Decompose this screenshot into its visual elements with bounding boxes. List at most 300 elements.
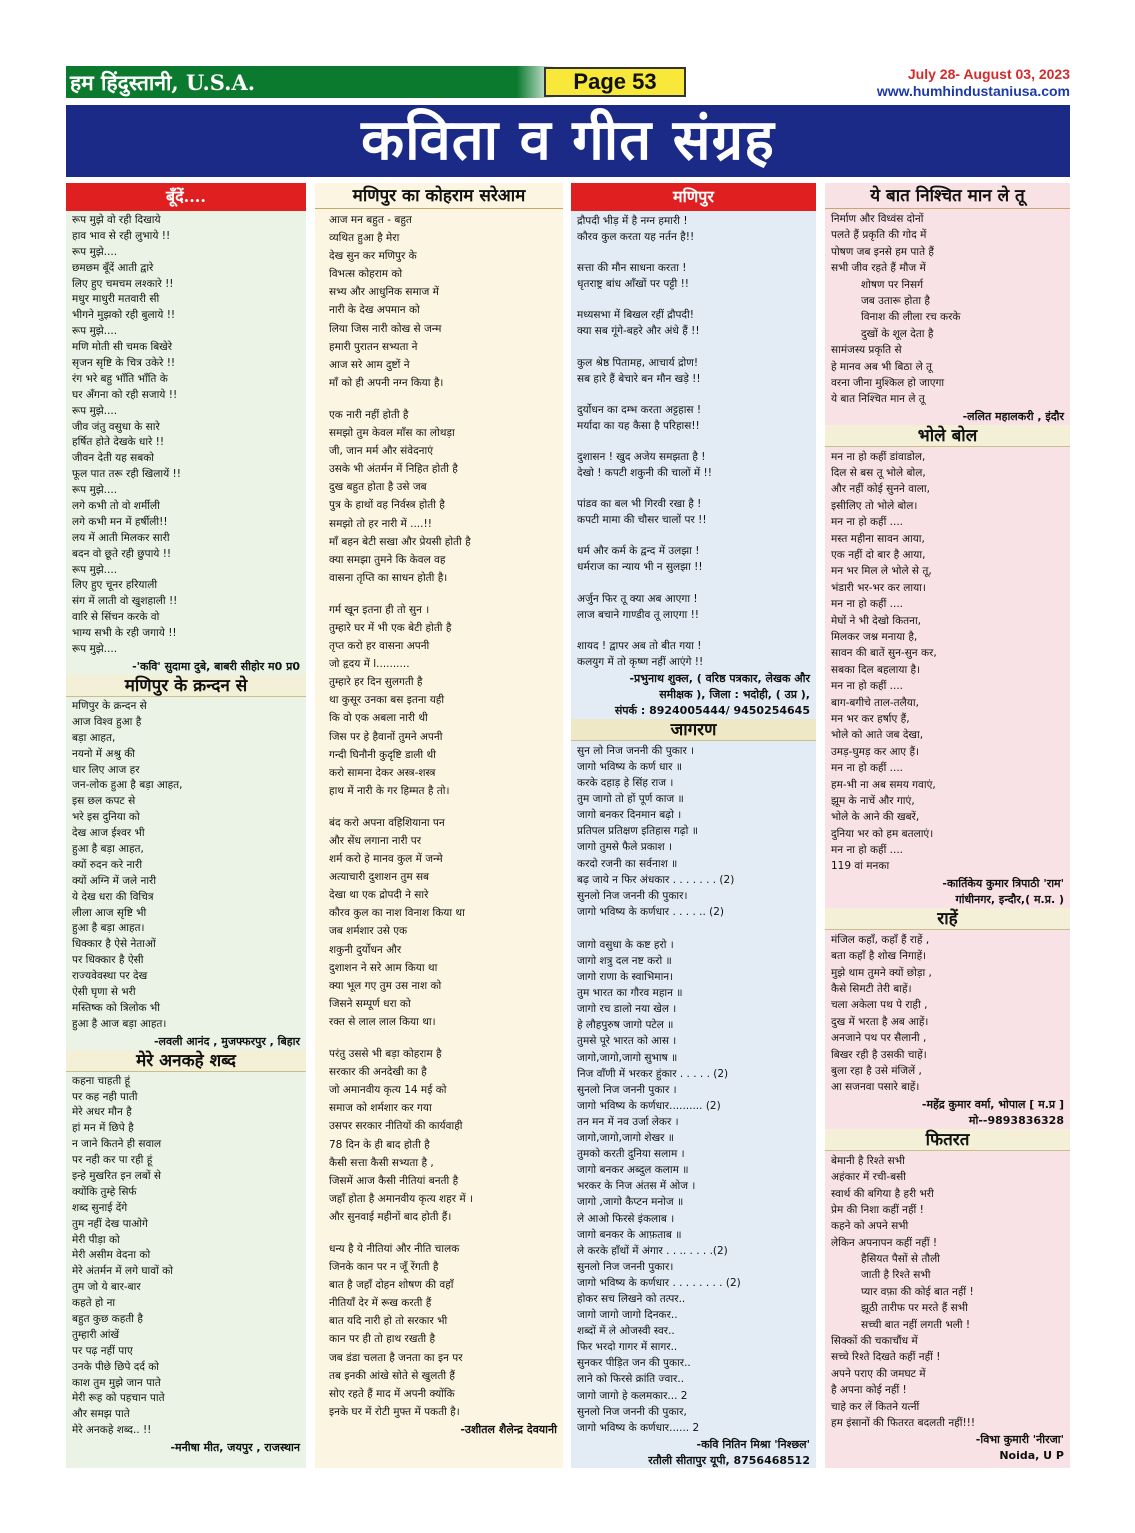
poem-line: माँ बहन बेटी सखा और प्रेयसी होती है bbox=[329, 535, 471, 548]
poem-line: हुआ है बड़ा आहत। bbox=[72, 922, 145, 935]
poem-line: जहाँ होता है अमानवीय कृत्य शहर में । bbox=[329, 1192, 473, 1205]
poem-line: लिए हुए चमचम लश्कारे !! bbox=[72, 277, 174, 290]
poem-line: और सुनवाई महीनों बाद होती हैं। bbox=[329, 1210, 452, 1223]
poem-line: 78 दिन के ही बाद होती है bbox=[329, 1138, 430, 1151]
poem-line: हे लौहपुरुष जागो पटेल ॥ bbox=[577, 1019, 674, 1032]
poem-line: जन-लोक हुआ है बड़ा आहत, bbox=[72, 779, 183, 792]
poem-line: कलयुग में तो कृष्ण नहीं आएंगे !! bbox=[577, 655, 704, 668]
poem-body bbox=[825, 930, 1070, 1096]
poem-line: सच्ची बात नहीं लगती भली ! bbox=[861, 1318, 971, 1331]
poem-line: जागो बनकर के आफ़ताब ॥ bbox=[577, 1228, 682, 1241]
poem-line: सत्ता की मौन साधना करता ! bbox=[577, 262, 687, 275]
poem-heading-ankahe-shabd: मेरे अनकहे शब्द bbox=[66, 1050, 306, 1072]
poem-line: समझो तो हर नारी में ....!! bbox=[329, 517, 432, 530]
poem-line: कैसी सत्ता कैसी सभ्यता है , bbox=[329, 1156, 434, 1169]
poem-line: भाग्य सभी के रही जगाये !! bbox=[72, 627, 177, 640]
poem-line: मधुर माधुरी मतवारी सी bbox=[72, 293, 160, 306]
poem-line: सभ्य और आधुनिक समाज में bbox=[329, 286, 439, 299]
poem-line: बहुत कुछ कहती है bbox=[72, 1313, 143, 1325]
poem-line: और समझ पाते bbox=[72, 1408, 130, 1421]
poem-line: मस्त महीना सावन आया, bbox=[831, 532, 925, 545]
poem-line: मर्यादा का यह कैसा है परिहास!! bbox=[577, 419, 700, 432]
poem-line: जी, जान मर्म और संवेदनाएं bbox=[329, 445, 433, 458]
poem-line: निर्माण और विध्वंस दोनों bbox=[831, 213, 924, 225]
poem-line: धार लिए आज हर bbox=[72, 763, 140, 776]
poem-line: दुख बहुत होता है उसे जब bbox=[329, 481, 427, 494]
poem-line: पर नही कर पा रही हूं bbox=[72, 1154, 153, 1167]
stanza-gap bbox=[577, 434, 810, 449]
poem-line: कौरव कुल का नाश विनाश किया था bbox=[329, 907, 465, 920]
poem-line: समझो तुम केवल माँस का लोथड़ा bbox=[329, 427, 455, 440]
poem-line: नीतियाँ देर में रूख करती हैं bbox=[329, 1297, 432, 1310]
poem-line: काश तुम मुझे जान पाते bbox=[72, 1376, 161, 1389]
poem-line: उनके पीछे छिपे दर्द को bbox=[72, 1360, 160, 1373]
poem-line: आज विश्व हुआ है bbox=[72, 715, 142, 728]
poem-line: सभी जीव रहते हैं मौज में bbox=[831, 262, 926, 275]
poem-line: सुनलो निज जननी पुकार। bbox=[577, 1260, 674, 1273]
poem-heading-fitrat: फितरत bbox=[825, 1129, 1070, 1151]
poem-line: जागो रच डालो नया खेल । bbox=[577, 1003, 677, 1016]
poem-line: पर पढ़ नहीं पाए bbox=[72, 1344, 133, 1357]
poem-line: मन ना हो कहीं .... bbox=[831, 516, 904, 529]
poem-line: दुशाशन ने सरे आम किया था bbox=[329, 961, 438, 974]
poem-line: कहते हो ना bbox=[72, 1297, 116, 1310]
poem-line: मन भर मिल ले भोले से तू, bbox=[831, 565, 932, 578]
poem-line: तुम जो ये बार-बार bbox=[72, 1281, 141, 1294]
poem-line: जिस पर हे हैवानों तुमने अपनी bbox=[329, 730, 443, 743]
poem-line: और सेंध लगाना नारी पर bbox=[329, 835, 422, 847]
poem-credit: रतौली सीतापुर यूपी, 8756468512 bbox=[648, 1453, 810, 1467]
poem-line: माँ को ही अपनी नग्न किया है। bbox=[329, 376, 444, 389]
poem-line: जिसने सम्पूर्ण धरा को bbox=[329, 997, 411, 1010]
poem-line: कहने को अपने सभी bbox=[831, 1220, 909, 1233]
poem-line: हां मन में छिपे है bbox=[72, 1122, 134, 1135]
poem-line: आज मन बहुत - बहुत bbox=[329, 214, 412, 226]
poem-line: बंद करो अपना वहिशियाना पन bbox=[329, 816, 445, 829]
poem-line: हाव भाव से रही लुभाये !! bbox=[72, 229, 171, 242]
poem-line: मेरी पीड़ा को bbox=[72, 1233, 120, 1246]
poem-line: देख सुन कर मणिपुर के bbox=[329, 250, 417, 263]
poem-line: जाती है रिश्ते सभी bbox=[861, 1269, 931, 1282]
poem-line: कैसे सिमटी तेरी बाहें। bbox=[831, 983, 912, 996]
website-link[interactable]: www.humhindustaniusa.com bbox=[876, 83, 1070, 99]
poem-line: तब इनकी आंखे सोते से खुलती हैं bbox=[329, 1369, 455, 1382]
poem-line: रूप मुझे.... bbox=[72, 643, 118, 656]
poem-line: बढ़ जाये न फिर अंधकार . . . . . . . (2) bbox=[577, 873, 735, 886]
poem-line: बाग-बगीचे ताल-तलैया, bbox=[831, 696, 919, 709]
poem-line: पांडव का बल भी गिरवी रखा है ! bbox=[577, 498, 702, 511]
poem-line: तन मन में नव उर्जा लेकर । bbox=[577, 1115, 679, 1128]
poem-line: शायद ! द्वापर अब तो बीत गया ! bbox=[577, 639, 702, 652]
poem-line: जागो बनकर अब्दुल कलाम ॥ bbox=[577, 1164, 689, 1177]
poem-line: सच्चे रिश्ते दिखते कहीं नहीं ! bbox=[831, 1351, 941, 1364]
poem-line: जागो शत्रु दल नष्ट करो ॥ bbox=[577, 955, 672, 967]
poem-line: मन ना हो कहीं .... bbox=[831, 844, 904, 857]
poem-line: आज सरे आम दुष्टों ने bbox=[329, 358, 410, 371]
poem-heading-manipur-kohram: मणिपुर का कोहराम सरेआम bbox=[315, 183, 563, 209]
poem-heading-boonden: बूँदें.... bbox=[66, 183, 306, 211]
poem-line: जिसमें आज कैसी नीतियां बनती है bbox=[329, 1174, 459, 1187]
poem-line: लगे कभी मन में हर्षीली!! bbox=[72, 515, 168, 528]
poem-credit: -विभा कुमारी 'नीरजा' bbox=[975, 1433, 1064, 1447]
poem-line: तुम्हारी आंखें bbox=[72, 1328, 120, 1341]
poem-line: हम इंसानों की फितरत बदलती नहीं!!! bbox=[831, 1417, 976, 1429]
column-4 bbox=[825, 183, 1070, 1468]
poem-heading-baat-nishchit: ये बात निश्चित मान ले तू bbox=[825, 183, 1070, 209]
column-3 bbox=[571, 183, 816, 1468]
poem-line: मणि मोती सी चमक बिखेरे bbox=[72, 341, 173, 354]
poem-line: तुम्हारे हर दिन सुलगती है bbox=[329, 676, 423, 689]
poem-line: बड़ा आहत, bbox=[72, 731, 116, 744]
poem-body bbox=[66, 211, 306, 658]
poem-line: सुनलो निज जननी की पुकार, bbox=[577, 1405, 687, 1418]
poem-line: चाहे कर लें कितने यत्नीं bbox=[831, 1400, 920, 1413]
column-1 bbox=[66, 183, 306, 1468]
poem-line: गन्दी घिनौनी कुदृष्टि डाली थी bbox=[329, 748, 436, 761]
poem-line: मन ना हो कहीं .... bbox=[831, 762, 904, 775]
poem-line: कहना चाहती हूं bbox=[72, 1074, 131, 1087]
stanza-gap bbox=[321, 800, 557, 814]
poem-line: ये बात निश्चित मान ले तू bbox=[831, 393, 925, 406]
poem-line: गर्म खून इतना ही तो सुन । bbox=[329, 603, 430, 616]
poem-line: है अपना कोई नहीं ! bbox=[831, 1384, 907, 1397]
issue-date: July 28- August 03, 2023 bbox=[907, 66, 1070, 82]
poem-line: मेरे अंतर्मन में लगे घावों को bbox=[72, 1265, 173, 1278]
poem-line: क्या सब गूंगे-बहरे और अंधे हैं !! bbox=[577, 325, 700, 338]
poem-line: प्यार वफ़ा की कोई बात नहीं ! bbox=[861, 1285, 974, 1298]
poem-body bbox=[66, 1072, 306, 1439]
poem-line: जागो बनकर दिनमान बढ़ो । bbox=[577, 809, 682, 822]
poem-credit-contact: मो--9893836328 bbox=[968, 1113, 1064, 1127]
poem-line: व्यथित हुआ है मेरा bbox=[329, 232, 400, 245]
poem-line: मन ना हो कहीं .... bbox=[831, 598, 904, 611]
poem-line: तृप्त करो हर वासना अपनी bbox=[329, 640, 430, 653]
poem-heading-manipur: मणिपुर bbox=[571, 183, 816, 211]
publication-name: हम हिंदुस्तानी, U.S.A. bbox=[70, 70, 256, 95]
poem-line: हुआ है आज बड़ा आहत। bbox=[72, 1017, 167, 1030]
poem-line: सुनकर पीड़ित जन की पुकार.. bbox=[577, 1357, 691, 1370]
poem-line: जागो वसुधा के कष्ट हरो । bbox=[577, 938, 674, 951]
poem-line: लगे कभी तो वो शर्मीली bbox=[72, 500, 160, 513]
poem-line: बात यदि नारी हो तो सरकार भी bbox=[329, 1315, 448, 1328]
poem-line: तुम्हारे घर में भी एक बेटी होती है bbox=[329, 621, 452, 634]
poem-line: तुमसे पूरे भारत को आस । bbox=[577, 1035, 677, 1048]
poem-body bbox=[571, 741, 816, 920]
poem-line: जागो जागो जागो दिनकर.. bbox=[577, 1309, 678, 1322]
poem-line: जागो जागो हे कलमकार... 2 bbox=[577, 1389, 688, 1402]
poem-line: तुमको करती दुनिया सलाम । bbox=[577, 1148, 685, 1161]
poem-line: लीला आज सृष्टि भी bbox=[72, 906, 147, 919]
poem-line: मन ना हो कहीं डांवाडोल, bbox=[831, 450, 926, 463]
poem-line: सोए रहते हैं माद में अपनी क्योंकि bbox=[329, 1387, 455, 1400]
poem-line: ले करके हाँथों में अंगार . . .. . . . .(2) bbox=[577, 1244, 728, 1257]
poem-line: वासना तृप्ति का साधन होती है। bbox=[329, 571, 448, 584]
poem-line: सुनलो निज जननी पुकार । bbox=[577, 1083, 677, 1096]
poem-line: आ सजनवा पसारे बाहें। bbox=[831, 1081, 920, 1094]
poem-line: बेमानी है रिश्ते सभी bbox=[831, 1154, 905, 1167]
poem-line: जो हृदय में l.......... bbox=[329, 658, 410, 671]
poem-line: सावन की बातें सुन-सुन कर, bbox=[831, 647, 937, 660]
poem-line: जागो भविष्य के कर्णधार . . . . . . . . (2) bbox=[577, 1276, 741, 1289]
poem-line: ऐसी घृणा से भरी bbox=[72, 985, 136, 998]
poem-line: भोले को आते जब देखा, bbox=[831, 729, 924, 742]
poem-body bbox=[315, 209, 563, 1421]
poem-line: देखा था एक द्रोपदी ने सारे bbox=[329, 889, 429, 902]
poem-line: भरकर के निज अंतस में ओज । bbox=[577, 1180, 696, 1193]
stanza-gap bbox=[571, 920, 816, 935]
poem-line: शब्दों में ले ओजस्वी स्वर.. bbox=[577, 1325, 675, 1338]
poem-line: भोले के आने की खबरें, bbox=[831, 811, 920, 824]
poem-line: संग में लाती वो खुशहाली !! bbox=[72, 595, 178, 608]
stanza-gap bbox=[577, 576, 810, 591]
stanza-gap bbox=[321, 1226, 557, 1240]
poem-line: विभत्स कोहराम को bbox=[329, 268, 403, 281]
poem-line: हाथ में नारी के गर हिम्मत है तो। bbox=[329, 784, 450, 797]
poem-line: वरना जीना मुश्किल हो जाएगा bbox=[831, 376, 945, 389]
poem-line: कपटी मामा की चौसर चालों पर !! bbox=[577, 514, 707, 527]
poem-line: रूप मुझे.... bbox=[72, 563, 118, 576]
poem-line: रूप मुझे.... bbox=[72, 484, 118, 497]
poem-line: मेरी असीम वेदना को bbox=[72, 1249, 151, 1262]
poem-line: फूल पात तरू रही खिलायें !! bbox=[72, 468, 181, 481]
poem-line: फिर भरदो गागर में सागर.. bbox=[577, 1341, 678, 1354]
poem-line: जागो भविष्य के कर्णधार . . . . .. (2) bbox=[577, 905, 725, 918]
poem-line: ये देख धरा की विचित्र bbox=[72, 890, 154, 903]
stanza-gap bbox=[577, 623, 810, 638]
poem-line: करो सामना देकर अस्त्र-शस्त्र bbox=[329, 766, 436, 779]
poem-line: झूम के नाचें और गाएं, bbox=[831, 794, 915, 807]
poem-credit: -महेंद्र कुमार वर्मा, भोपाल [ म.प्र ] bbox=[921, 1097, 1064, 1111]
poem-line: था कुसूर उनका बस इतना यही bbox=[329, 694, 445, 707]
poem-line: जब शर्मशार उसे एक bbox=[329, 925, 408, 938]
stanza-gap bbox=[577, 387, 810, 402]
poem-line: सामंजस्य प्रकृति से bbox=[831, 344, 902, 357]
poem-line: जागो भविष्य के कर्णधार.......... (2) bbox=[577, 1099, 721, 1112]
poem-line: तुम भारत का गौरव महान ॥ bbox=[577, 987, 683, 1000]
stanza-gap bbox=[577, 292, 810, 307]
poem-line: सिक्कों की चकाचौंध में bbox=[831, 1335, 918, 1348]
poem-line: बात है जहाँ दोहन शोषण की वहाँ bbox=[329, 1279, 454, 1292]
poem-line: अपने पराए की जमघट में bbox=[831, 1367, 926, 1380]
poem-line: हैसियत पैसों से तौली bbox=[861, 1253, 940, 1266]
poem-line: परंतु उससे भी बड़ा कोहराम है bbox=[329, 1048, 442, 1061]
poem-line: क्या भूल गए तुम उस नाश को bbox=[329, 979, 442, 992]
poem-line: निज वाँणी में भरकर हुंकार . . . . . (2) bbox=[577, 1067, 729, 1080]
poem-line: मेघों ने भी देखो कितना, bbox=[831, 614, 922, 627]
column-2 bbox=[315, 183, 563, 1468]
poem-line: दुर्योधन का दम्भ करता अट्टहास ! bbox=[577, 403, 702, 416]
poem-line: धर्मराज का न्याय भी न सुलझा !! bbox=[577, 561, 703, 574]
poem-line: उसपर सरकार नीतियों की कार्यवाही bbox=[329, 1120, 463, 1133]
poem-line: पर धिक्कार है ऐसी bbox=[72, 954, 144, 967]
poem-line: जो अमानवीय कृत्य 14 मई को bbox=[329, 1084, 447, 1097]
page-title-banner bbox=[66, 105, 1070, 177]
poem-line: क्यों अग्नि में जले नारी bbox=[72, 874, 157, 887]
poem-body bbox=[66, 697, 306, 1033]
poem-line: सब हारे हैं बेचारे बन मौन खड़े !! bbox=[577, 372, 701, 385]
poem-line: मंजिल कहाँ, कहाँ हैं राहें , bbox=[831, 933, 930, 946]
poem-line: सुन लो निज जननी की पुकार । bbox=[577, 744, 695, 757]
poem-credit: -कवि नितिन मिश्रा 'निश्छल' bbox=[696, 1437, 810, 1451]
poem-line: कान पर ही तो हाथ रखती है bbox=[329, 1333, 436, 1346]
poem-credit: -लवली आनंद , मुजफ्फरपुर , बिहार bbox=[153, 1034, 300, 1048]
stanza-gap bbox=[577, 340, 810, 355]
stanza-gap bbox=[321, 587, 557, 601]
poem-line: रूप मुझे वो रही दिखाये bbox=[72, 214, 161, 226]
poem-line: भंडारी भर-भर कर लाया। bbox=[831, 581, 926, 594]
poem-line: पुत्र के हाथों वह निर्वस्त्र होती है bbox=[329, 499, 445, 512]
poem-line: छमछम बूँदें आती द्वारे bbox=[72, 261, 154, 274]
poem-line: जागो ,जागो कैप्टन मनोज ॥ bbox=[577, 1196, 684, 1209]
poem-line: क्यों रुदन करे नारी bbox=[72, 858, 143, 871]
page-number: Page 53 bbox=[544, 67, 686, 97]
poem-line: जागो भविष्य के कर्णधार...... 2 bbox=[577, 1421, 700, 1434]
poem-line: जागो,जागो,जागो शेखर ॥ bbox=[577, 1132, 675, 1145]
poem-line: सृजन सृष्टि के चित्र उकेरे !! bbox=[72, 357, 176, 370]
poem-line: अनजाने पथ पर सैलानी , bbox=[831, 1032, 927, 1045]
poem-line: भरे इस दुनिया को bbox=[72, 811, 140, 824]
poem-line: लिया जिस नारी कोख से जन्म bbox=[329, 322, 442, 335]
poem-line: सरकार की अनदेखी का है bbox=[329, 1066, 427, 1079]
poem-line: कि वो एक अबला नारी थी bbox=[329, 712, 428, 725]
poem-line: झूठी तारीफ पर मरते हैं सभी bbox=[861, 1302, 968, 1315]
poem-line: रंग भरे बहु भाँति भाँति के bbox=[72, 372, 168, 385]
stanza-gap bbox=[577, 245, 810, 260]
stanza-gap bbox=[577, 481, 810, 496]
poem-line: इसीलिए तो भोले बोल। bbox=[831, 499, 918, 512]
poem-line: बिखर रही है उसकी चाहें। bbox=[831, 1048, 927, 1061]
poem-line: पलते हैं प्रकृति की गोद में bbox=[831, 229, 927, 242]
poem-line: शर्म करो हे मानव कुल में जन्मे bbox=[329, 853, 443, 866]
poem-line: रूप मुझे.... bbox=[72, 245, 118, 258]
poem-credit: समीक्षक ), जिला : भदोही, ( उप्र ), bbox=[659, 687, 810, 701]
poem-line: देख आज ईश्वर भी bbox=[72, 827, 145, 840]
poem-line: सबका दिल बहलाया है। bbox=[831, 663, 921, 676]
stanza-gap bbox=[321, 1031, 557, 1045]
poem-line: मन ना हो कहीं .... bbox=[831, 680, 904, 693]
poem-line: जागो तुमसे फैले प्रकाश । bbox=[577, 841, 672, 854]
poem-line: जिनके कान पर न जूँ रेंगती है bbox=[329, 1261, 439, 1274]
poem-line: जब उतारू होता है bbox=[861, 294, 930, 307]
poem-line: इनके घर में रोटी मुफ्त में पकती है। bbox=[329, 1405, 460, 1418]
poem-line: रक्त से लाल लाल किया था। bbox=[329, 1015, 436, 1028]
poem-body bbox=[825, 209, 1070, 408]
poem-line: अहंकार में रची-बसी bbox=[831, 1171, 906, 1184]
poem-line: मेरे अनकहे शब्द.. !! bbox=[72, 1424, 152, 1437]
poem-line: नारी के देख अपमान को bbox=[329, 304, 420, 317]
poem-heading-manipur-krandan: मणिपुर के क्रन्दन से bbox=[66, 675, 306, 697]
poem-line: रूप मुझे.... bbox=[72, 325, 118, 338]
poem-credit-contact: संपर्क : 8924005444/ 9450254645 bbox=[614, 703, 810, 717]
poem-line: तुम जागो तो हों पूर्ण काज ॥ bbox=[577, 793, 684, 806]
poem-line: दुनिया भर को हम बतलाएं। bbox=[831, 827, 934, 840]
poem-line: शब्द सुनाई देंगे bbox=[72, 1201, 128, 1214]
poem-credit: गांधीनगर, इन्दौर,( म.प्र. ) bbox=[955, 892, 1064, 906]
poem-line: मस्तिष्क को त्रिलोक भी bbox=[72, 1001, 160, 1014]
poem-line: प्रेम की निशा कहीं नहीं ! bbox=[831, 1203, 924, 1216]
poem-line: अत्याचारी दुशाशन तुम सब bbox=[329, 871, 430, 884]
poem-heading-jagran: जागरण bbox=[571, 719, 816, 741]
poem-line: दुख में भरता है अब आहें। bbox=[831, 1015, 929, 1028]
poem-line: स्वार्थ की बगिया है हरी भरी bbox=[831, 1187, 934, 1200]
poem-line: लाने को फिरसे क्रांति ज्वार.. bbox=[577, 1373, 685, 1386]
poem-body bbox=[825, 447, 1070, 875]
poem-line: अर्जुन फिर तू क्या अब आएगा ! bbox=[577, 592, 698, 605]
poem-line: हुआ है बड़ा आहत, bbox=[72, 842, 144, 855]
poem-line: हम-भी ना अब समय गवाएं, bbox=[831, 778, 936, 791]
poem-line: एक नारी नहीं होती है bbox=[329, 408, 409, 421]
poem-line: प्रतिपल प्रतिक्षण इतिहास गढ़ो ॥ bbox=[577, 825, 698, 838]
poem-line: सुनलो निज जननी की पुकार। bbox=[577, 889, 688, 902]
poem-line: दिल से बस तू भोले बोल, bbox=[831, 467, 926, 480]
poem-line: लिए हुए चूनर हरियाली bbox=[72, 579, 158, 592]
poem-line: हर्षित होते देखके धारे !! bbox=[72, 436, 165, 449]
publication-band bbox=[66, 66, 556, 98]
poem-line: जब डंडा चलता है जनता का इन पर bbox=[329, 1351, 463, 1364]
poem-line: शकुनी दुर्योधन और bbox=[329, 943, 402, 956]
poem-line: जागो राणा के स्वाभिमान। bbox=[577, 971, 674, 984]
poem-line: लाज बचाने गाण्डीव तू लाएगा !! bbox=[577, 608, 700, 621]
poem-line: होकर सच लिखने को तत्पर.. bbox=[577, 1292, 686, 1305]
poem-line: दुशासन ! खुद अजेय समझता है ! bbox=[577, 450, 706, 463]
poem-line: मुझे थाम तुमने क्यों छोड़ा , bbox=[831, 966, 932, 979]
poem-line: तुम नहीं देख पाओगे bbox=[72, 1217, 148, 1230]
poem-line: बता कहाँ है शोख निगाहें। bbox=[831, 950, 927, 963]
poem-line: मेरी रूह को पहचान पाते bbox=[72, 1392, 165, 1405]
poem-line: चला अकेला पथ पे राही , bbox=[831, 999, 928, 1012]
poem-line: जीव जंतु वसुधा के सारे bbox=[72, 420, 160, 433]
poem-credit: -मनीषा मीत, जयपुर , राजस्थान bbox=[170, 1441, 300, 1455]
poem-line: एक नहीं दो बार है आया, bbox=[831, 549, 926, 562]
poem-line: विनाश की लीला रच करके bbox=[861, 311, 961, 324]
page-title: कविता व गीत संग्रह bbox=[361, 108, 775, 173]
stanza-gap bbox=[321, 392, 557, 406]
poem-line: समाज को शर्मशार कर गया bbox=[329, 1102, 432, 1115]
poem-credit: -प्रभुनाथ शुक्ल, ( वरिष्ठ पत्रकार, लेखक और bbox=[629, 671, 810, 685]
poem-line: मन भर कर हर्षाए हैं, bbox=[831, 712, 910, 725]
poem-line: मिलकर जश्न मनाया है, bbox=[831, 630, 918, 643]
poem-line: कौरव कुल करता यह नर्तन है!! bbox=[577, 231, 695, 244]
poem-line: भीगने मुझको रही बुलाये !! bbox=[72, 309, 176, 322]
poem-line: दुखों के शूल देता है bbox=[861, 327, 934, 340]
poem-line: देखो ! कपटी शकुनी की चालों में !! bbox=[577, 467, 712, 480]
poem-line: जागो,जागो,जागो सुभाष ॥ bbox=[577, 1051, 678, 1064]
poem-body bbox=[571, 211, 816, 670]
poem-line: क्या समझा तुमने कि केवल वह bbox=[329, 553, 446, 566]
poem-line: धृतराष्ट्र बांध आँखों पर पट्टी !! bbox=[577, 278, 689, 291]
poem-line: राज्यवेवस्था पर देख bbox=[72, 970, 148, 983]
poem-line: 119 वां मनका bbox=[831, 860, 890, 873]
poem-line: वारि से सिंचन करके वो bbox=[72, 611, 160, 624]
poem-body bbox=[571, 935, 816, 1436]
poem-line: मणिपुर के क्रन्दन से bbox=[72, 699, 147, 712]
poem-heading-raahen: राहें bbox=[825, 908, 1070, 930]
poem-line: उमड़-घुमड़ कर आए हैं। bbox=[831, 745, 920, 758]
poem-line: इन्हे मुखरित इन लबों से bbox=[72, 1169, 162, 1182]
stanza-gap bbox=[577, 528, 810, 543]
poem-line: रूप मुझे.... bbox=[72, 404, 118, 417]
poem-line: पोषण जब इनसे हम पाते हैं bbox=[831, 245, 934, 258]
poem-line: कुल श्रेष्ठ पितामह, आचार्य द्रोण! bbox=[577, 356, 699, 369]
poem-heading-bhole-bol: भोले बोल bbox=[825, 425, 1070, 447]
poem-credit: -'कवि' सुदामा दुबे, बाबरी सीहोर म0 प्र0 bbox=[132, 659, 300, 673]
poem-line: नयनो में अश्रु की bbox=[72, 747, 135, 760]
poem-line: लय में आती मिलकर सारी bbox=[72, 531, 170, 544]
poem-line: करके दहाड़ हे सिंह राज । bbox=[577, 777, 674, 790]
poem-line: पर कह नही पाती bbox=[72, 1090, 138, 1103]
poem-line: जागो भविष्य के कर्ण धार ॥ bbox=[577, 760, 683, 773]
poem-line: ले आओ फिरसे इंकलाब । bbox=[577, 1212, 675, 1225]
